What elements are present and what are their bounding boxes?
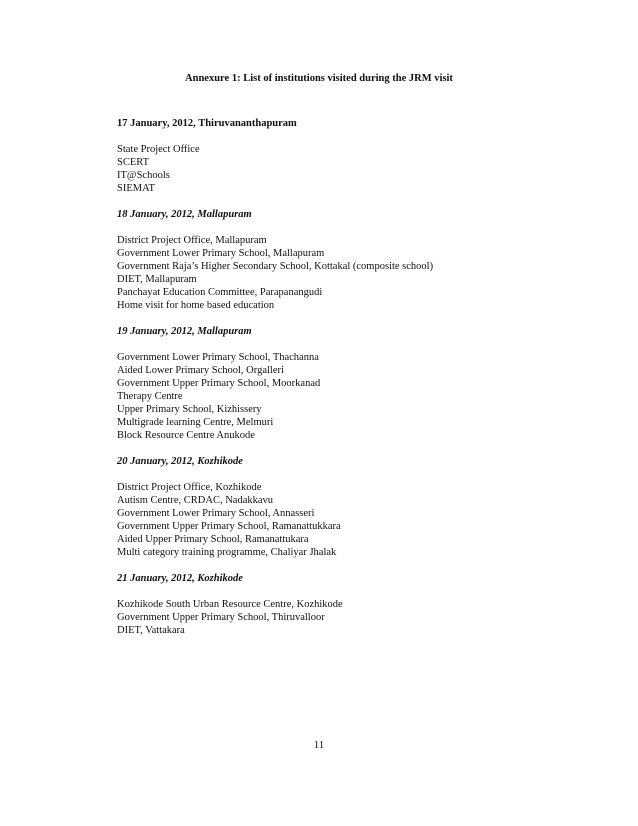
list-item: Multi category training programme, Chaliyar Jhalak <box>117 547 337 558</box>
list-item: DIET, Mallapuram <box>117 274 197 285</box>
institution-list-20-jan <box>117 481 537 559</box>
annexure-title <box>0 72 638 86</box>
list-item: Government Upper Primary School, Thiruvalloor <box>117 612 325 623</box>
day-heading-17-jan: 17 January, 2012, Thiruvananthapuram <box>117 118 297 129</box>
annexure-title-rest: : List of institutions visited during the JRM visit <box>237 73 453 84</box>
list-item: Home visit for home based education <box>117 300 275 311</box>
list-item: Government Upper Primary School, Ramanattukkara <box>117 521 341 532</box>
list-item: Kozhikode South Urban Resource Centre, Kozhikode <box>117 599 343 610</box>
list-item: Government Lower Primary School, Annasseri <box>117 508 315 519</box>
institution-list-19-jan <box>117 351 537 442</box>
visit-schedule <box>117 117 537 650</box>
list-item: Upper Primary School, Kizhissery <box>117 404 262 415</box>
list-item: IT@Schools <box>117 170 170 181</box>
day-heading-18-jan: 18 January, 2012, Mallapuram <box>117 209 252 220</box>
institution-list-21-jan <box>117 598 537 637</box>
day-heading-21-jan: 21 January, 2012, Kozhikode <box>117 573 243 584</box>
list-item: Government Raja’s Higher Secondary School, Kottakal (composite school) <box>117 261 434 272</box>
institution-list-17-jan <box>117 143 537 195</box>
list-item: DIET, Vattakara <box>117 625 185 636</box>
day-heading-19-jan: 19 January, 2012, Mallapuram <box>117 326 252 337</box>
list-item: Government Lower Primary School, Thachanna <box>117 352 319 363</box>
day-heading-20-jan: 20 January, 2012, Kozhikode <box>117 456 243 467</box>
list-item: SCERT <box>117 157 150 168</box>
list-item: Therapy Centre <box>117 391 183 402</box>
list-item: District Project Office, Kozhikode <box>117 482 262 493</box>
list-item: Government Upper Primary School, Moorkanad <box>117 378 321 389</box>
list-item: Panchayat Education Committee, Parapanangudi <box>117 287 323 298</box>
page-number: 11 <box>313 739 325 751</box>
list-item: Government Lower Primary School, Mallapuram <box>117 248 325 259</box>
list-item: Multigrade learning Centre, Melmuri <box>117 417 274 428</box>
list-item: Block Resource Centre Anukode <box>117 430 255 441</box>
list-item: Aided Upper Primary School, Ramanattukara <box>117 534 309 545</box>
list-item: District Project Office, Mallapuram <box>117 235 267 246</box>
institution-list-18-jan <box>117 234 537 312</box>
list-item: Autism Centre, CRDAC, Nadakkavu <box>117 495 274 506</box>
annexure-label: Annexure 1 <box>185 73 238 84</box>
list-item: SIEMAT <box>117 183 155 194</box>
list-item: Aided Lower Primary School, Orgalleri <box>117 365 284 376</box>
list-item: State Project Office <box>117 144 200 155</box>
